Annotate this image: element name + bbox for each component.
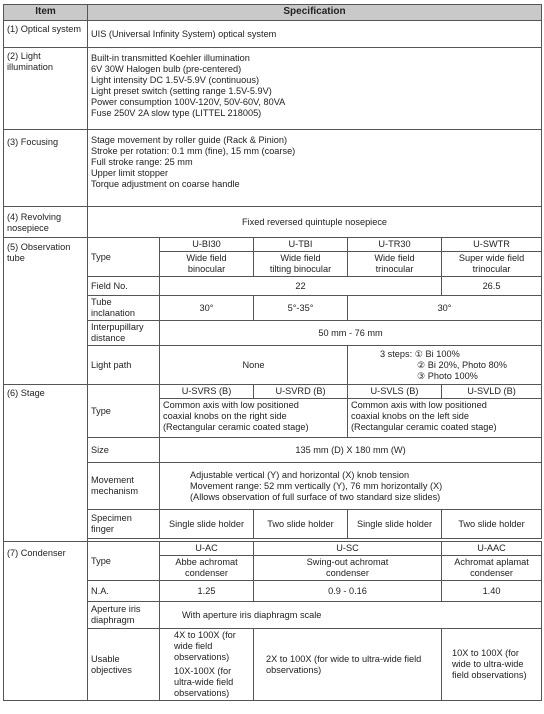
row-condenser-models — [4, 542, 542, 556]
optical-text: UIS (Universal Infinity System) optical system — [88, 21, 542, 48]
condenser-model: U-AAC — [442, 542, 542, 556]
focusing-lines — [88, 130, 542, 207]
movement-lines — [160, 463, 542, 510]
objectives-label: Usable objectives — [88, 629, 160, 701]
row-stage-models — [4, 385, 542, 399]
observation-desc-line: Wide field — [186, 253, 227, 263]
ipd-value: 50 mm - 76 mm — [160, 321, 542, 346]
light-path-step: ③ Photo 100% — [417, 371, 478, 381]
item-nosepiece: (4) Revolving nosepiece — [4, 207, 88, 238]
stage-desc-line: Common axis with low positioned — [351, 400, 487, 410]
observation-type-label: Type — [88, 238, 160, 277]
observation-desc-line: trinocular — [375, 264, 414, 274]
illumination-line: Light intensity DC 1.5V-5.9V (continuous) — [91, 75, 260, 85]
observation-desc-line: trinocular — [472, 264, 511, 274]
focusing-line: Torque adjustment on coarse handle — [91, 179, 240, 189]
condenser-desc — [442, 556, 542, 581]
condenser-desc-line: Swing-out achromat — [306, 557, 389, 567]
condenser-desc-line: condenser — [326, 568, 369, 578]
iris-label: Aperture iris diaphragm — [88, 602, 160, 629]
light-path-prefix: 3 steps: — [380, 349, 413, 359]
focusing-line: Full stroke range: 25 mm — [91, 157, 193, 167]
observation-desc-line: Wide field — [374, 253, 415, 263]
condenser-model: U-AC — [160, 542, 254, 556]
observation-desc — [160, 252, 254, 277]
condenser-model: U-SC — [254, 542, 442, 556]
specimen-finger-value: Single slide holder — [160, 510, 254, 539]
illumination-lines — [88, 48, 542, 130]
observation-model: U-SWTR — [442, 238, 542, 252]
illumination-line: 6V 30W Halogen bulb (pre-centered) — [91, 64, 242, 74]
nosepiece-text: Fixed reversed quintuple nosepiece — [88, 207, 542, 238]
stage-desc-left — [348, 399, 542, 438]
stage-desc-line: (Rectangular ceramic coated stage) — [351, 422, 497, 432]
condenser-desc — [254, 556, 442, 581]
row-illumination — [4, 48, 542, 130]
illumination-line: Power consumption 100V-120V, 50V-60V, 80VA — [91, 97, 286, 107]
spec-table — [3, 4, 542, 701]
item-optical: (1) Optical system — [4, 21, 88, 48]
condenser-desc-line: Abbe achromat — [175, 557, 238, 567]
row-observation-models — [4, 238, 542, 252]
light-path-step — [380, 349, 538, 360]
field-no-label: Field No. — [88, 277, 160, 296]
stage-desc-line: coaxial knobs on the left side — [351, 411, 469, 421]
stage-model: U-SVLS (B) — [348, 385, 442, 399]
objectives-aac: 10X to 100X (for wide to ultra-wide field observations) — [442, 629, 542, 701]
item-stage: (6) Stage — [4, 385, 88, 542]
stage-model: U-SVLD (B) — [442, 385, 542, 399]
specimen-finger-label: Specimen finger — [88, 510, 160, 539]
stage-model: U-SVRS (B) — [160, 385, 254, 399]
header-spec: Specification — [88, 5, 542, 21]
observation-desc — [254, 252, 348, 277]
illumination-line: Built-in transmitted Koehler illumination — [91, 53, 250, 63]
stage-desc-right — [160, 399, 348, 438]
field-no-value: 22 — [160, 277, 442, 296]
observation-desc — [348, 252, 442, 277]
inclination-value: 30° — [160, 296, 254, 321]
objectives-ac — [160, 629, 254, 701]
observation-desc-line: tilting binocular — [269, 264, 332, 274]
condenser-desc-line: Achromat aplamat — [454, 557, 529, 567]
illumination-line: Fuse 250V 2A slow type (LITTEL 218005) — [91, 108, 262, 118]
specimen-finger-value: Single slide holder — [348, 510, 442, 539]
inclination-value: 30° — [348, 296, 542, 321]
observation-model: U-TR30 — [348, 238, 442, 252]
iris-value: With aperture iris diaphragm scale — [160, 602, 542, 629]
observation-desc — [442, 252, 542, 277]
focusing-line: Stroke per rotation: 0.1 mm (fine), 15 mm (coarse) — [91, 146, 296, 156]
na-value: 1.25 — [160, 581, 254, 602]
item-focusing: (3) Focusing — [4, 130, 88, 207]
condenser-desc-line: condenser — [185, 568, 228, 578]
objectives-ac-line: 4X to 100X (for wide field observations) — [174, 630, 236, 662]
row-nosepiece — [4, 207, 542, 238]
light-path-steps — [348, 346, 542, 385]
observation-desc-line: binocular — [187, 264, 226, 274]
light-path-none: None — [160, 346, 348, 385]
header-row — [4, 5, 542, 21]
na-value: 1.40 — [442, 581, 542, 602]
stage-type-label: Type — [88, 385, 160, 438]
stage-size-label: Size — [88, 438, 160, 463]
row-focusing — [4, 130, 542, 207]
row-optical — [4, 21, 542, 48]
stage-desc-line: Common axis with low positioned — [163, 400, 299, 410]
inclination-label: Tube inclanation — [88, 296, 160, 321]
stage-desc-line: (Rectangular ceramic coated stage) — [163, 422, 309, 432]
stage-model: U-SVRD (B) — [254, 385, 348, 399]
focusing-line: Upper limit stopper — [91, 168, 169, 178]
illumination-line: Light preset switch (setting range 1.5V-5.9V) — [91, 86, 272, 96]
field-no-value-swtr: 26.5 — [442, 277, 542, 296]
specimen-finger-value: Two slide holder — [442, 510, 542, 539]
condenser-desc — [160, 556, 254, 581]
specimen-finger-value: Two slide holder — [254, 510, 348, 539]
observation-desc-line: Wide field — [280, 253, 321, 263]
inclination-value: 5°-35° — [254, 296, 348, 321]
objectives-ac-line: 10X-100X (for ultra-wide field observations) — [174, 666, 234, 698]
movement-line: Adjustable vertical (Y) and horizontal (X) knob tension — [190, 469, 410, 480]
item-observation: (5) Observation tube — [4, 238, 88, 385]
na-value: 0.9 - 0.16 — [254, 581, 442, 602]
na-label: N.A. — [88, 581, 160, 602]
observation-model: U-TBI — [254, 238, 348, 252]
objectives-sc: 2X to 100X (for wide to ultra-wide field observations) — [254, 629, 442, 701]
header-item: Item — [4, 5, 88, 21]
light-path-label: Light path — [88, 346, 160, 385]
observation-model: U-BI30 — [160, 238, 254, 252]
item-illumination: (2) Light illumination — [4, 48, 88, 130]
item-condenser: (7) Condenser — [4, 542, 88, 701]
ipd-label: Interpupillary distance — [88, 321, 160, 346]
movement-label: Movement mechanism — [88, 463, 160, 510]
movement-line: Movement range: 52 mm vertically (Y), 76 mm horizontally (X) — [190, 480, 443, 491]
condenser-desc-line: condenser — [470, 568, 513, 578]
light-path-step: ② Bi 20%, Photo 80% — [417, 360, 507, 370]
focusing-line: Stage movement by roller guide (Rack & Pinion) — [91, 135, 288, 145]
spec-page — [3, 4, 541, 701]
light-path-step-text: ① Bi 100% — [414, 349, 460, 359]
condenser-type-label: Type — [88, 542, 160, 581]
stage-size-value: 135 mm (D) X 180 mm (W) — [160, 438, 542, 463]
stage-desc-line: coaxial knobs on the right side — [163, 411, 287, 421]
movement-line: (Allows observation of full surface of two standard size slides) — [190, 491, 441, 502]
observation-desc-line: Super wide field — [458, 253, 525, 263]
